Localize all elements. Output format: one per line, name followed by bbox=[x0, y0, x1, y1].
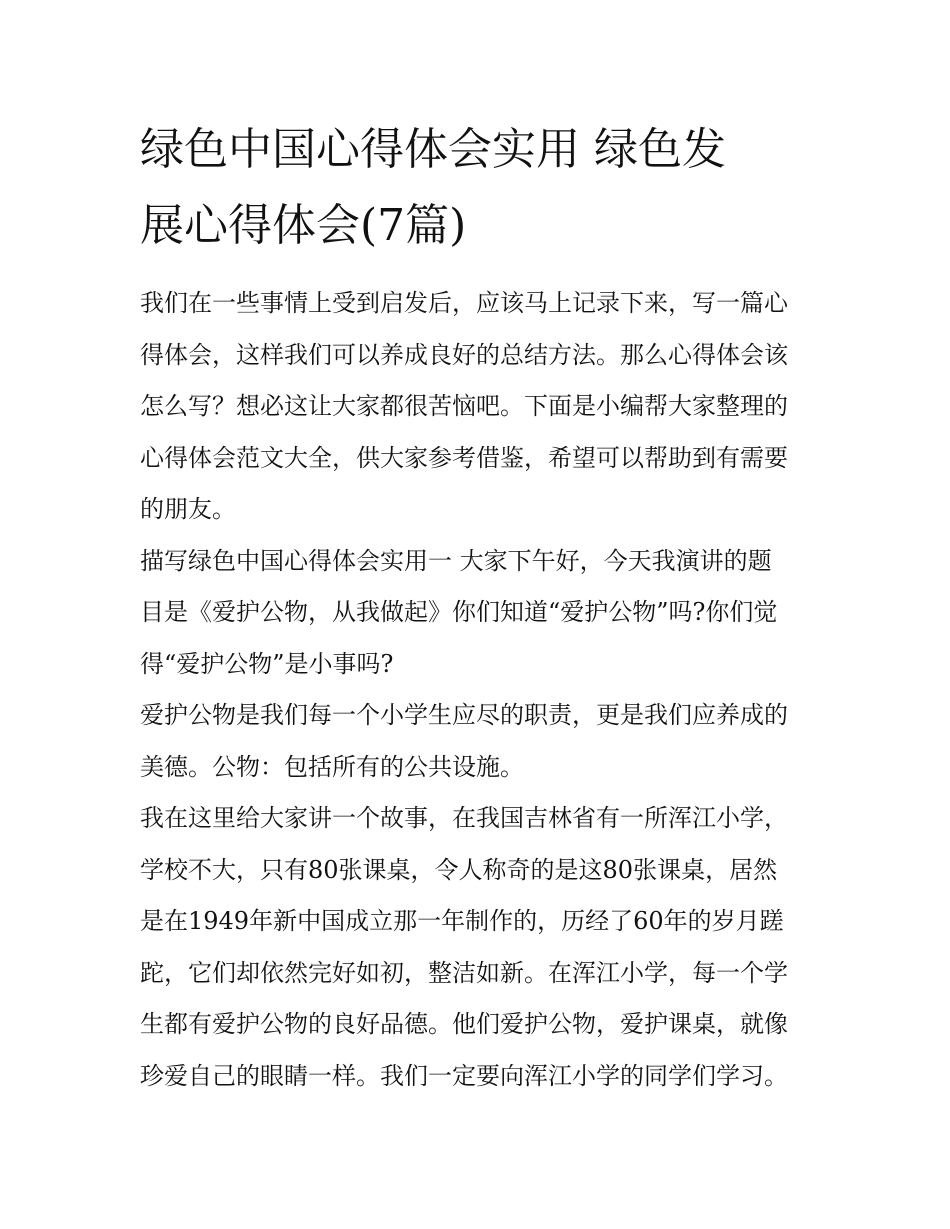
document-body bbox=[140, 278, 812, 1102]
text-line: 珍爱自己的眼睛一样。我们一定要向浑江小学的同学们学习。 bbox=[140, 1061, 788, 1090]
text-line: 生都有爱护公物的良好品德。他们爱护公物，爱护课桌，就像 bbox=[140, 1010, 788, 1038]
text-line: 心得体会范文大全，供大家参考借鉴，希望可以帮助到有需要 bbox=[140, 443, 788, 472]
text-line: 的朋友。 bbox=[140, 495, 236, 523]
text-line: 得“爱护公物”是小事吗? bbox=[140, 649, 394, 678]
body-paragraph bbox=[140, 536, 812, 691]
title-line: 绿色中国心得体会实用 绿色发 bbox=[140, 124, 726, 175]
document-title bbox=[140, 112, 812, 264]
intro-paragraph bbox=[140, 278, 812, 536]
text-line: 目是《爱护公物，从我做起》你们知道“爱护公物”吗?你们觉 bbox=[140, 598, 778, 626]
title-line: 展心得体会(7篇) bbox=[140, 200, 467, 251]
text-line: 学校不大，只有80张课桌，令人称奇的是这80张课桌，居然 bbox=[140, 855, 778, 884]
text-line: 怎么写？想必这让大家都很苦恼吧。下面是小编帮大家整理的 bbox=[140, 392, 788, 420]
text-line: 得体会，这样我们可以养成良好的总结方法。那么心得体会该 bbox=[140, 340, 788, 369]
document-content bbox=[140, 112, 812, 1102]
text-line: 跎，它们却依然完好如初，整洁如新。在浑江小学，每一个学 bbox=[140, 958, 788, 987]
text-line: 我在这里给大家讲一个故事，在我国吉林省有一所浑江小学， bbox=[140, 804, 788, 832]
text-line: 爱护公物是我们每一个小学生应尽的职责，更是我们应养成的 bbox=[140, 701, 788, 729]
text-line: 美德。公物：包括所有的公共设施。 bbox=[140, 752, 524, 781]
text-line: 我们在一些事情上受到启发后，应该马上记录下来，写一篇心 bbox=[140, 289, 788, 317]
body-paragraph bbox=[140, 690, 812, 793]
text-line: 是在1949年新中国成立那一年制作的，历经了60年的岁月蹉 bbox=[140, 907, 784, 935]
text-line: 描写绿色中国心得体会实用一 大家下午好，今天我演讲的题 bbox=[140, 546, 772, 575]
body-paragraph bbox=[140, 793, 812, 1102]
